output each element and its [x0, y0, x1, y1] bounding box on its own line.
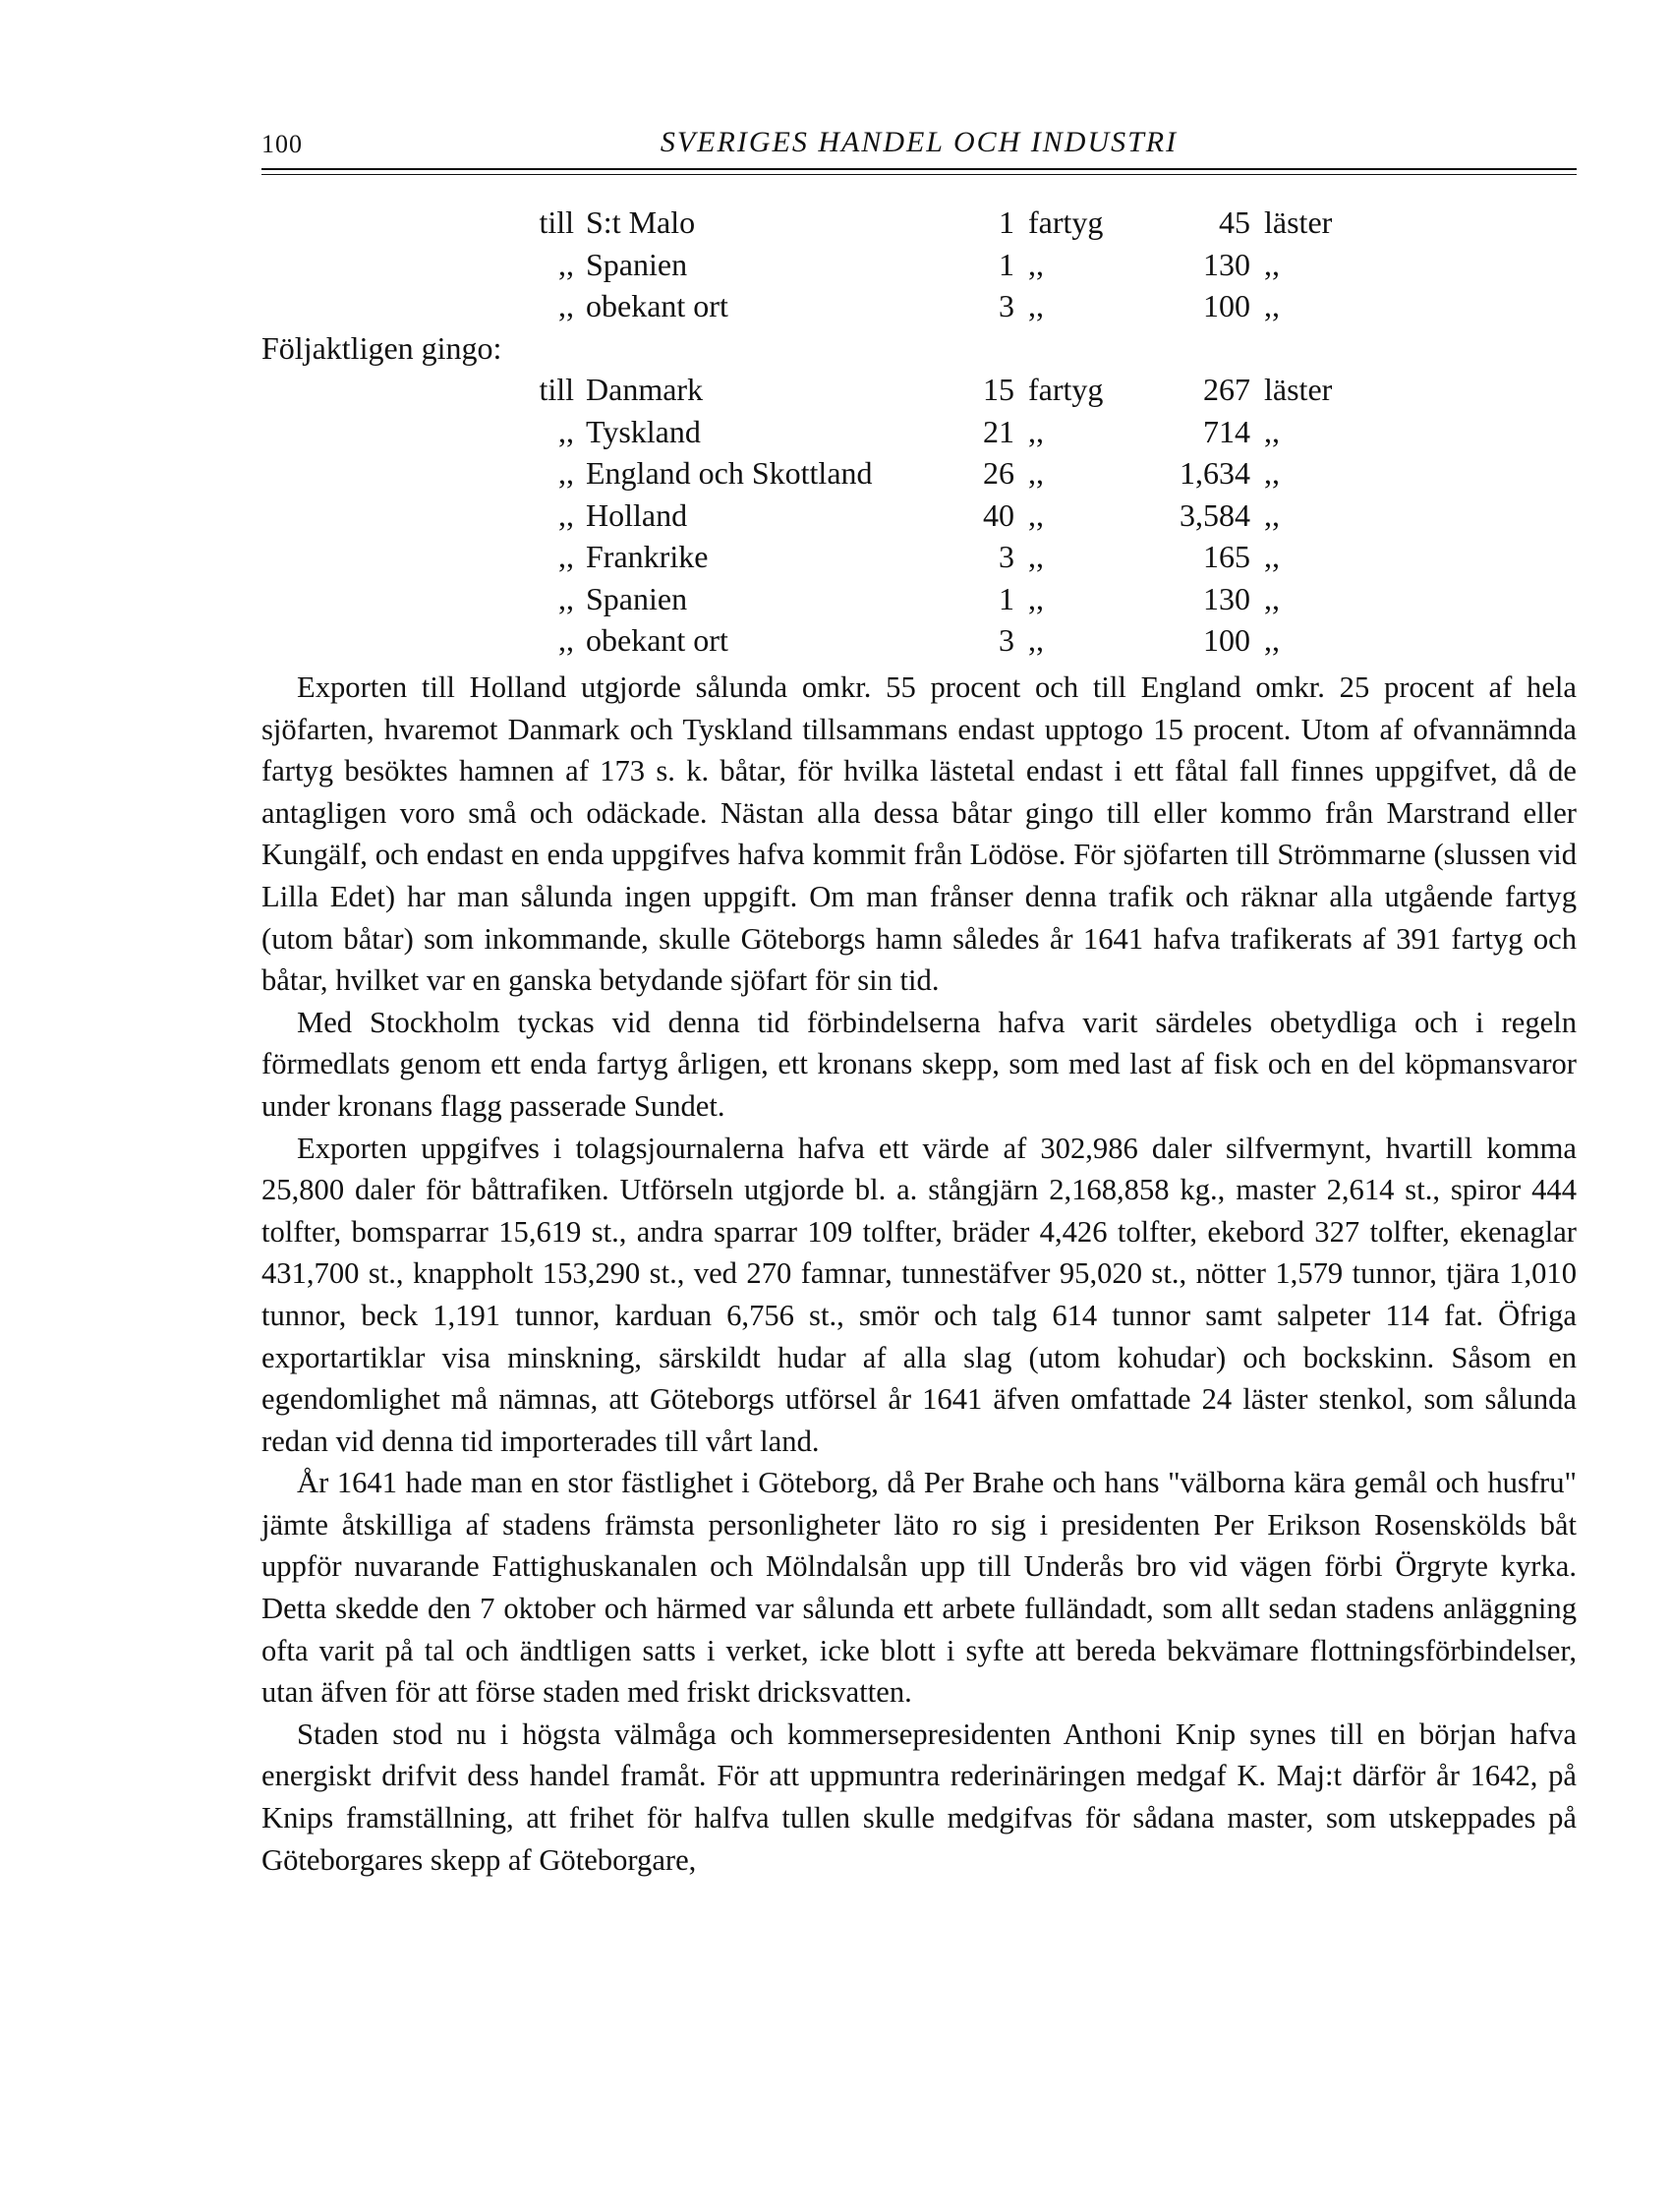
row-tonnage-unit: ,, — [1264, 455, 1280, 491]
body-text — [261, 667, 1577, 1881]
shipping-tables — [261, 202, 1577, 662]
row-destination: Frankrike — [586, 539, 709, 574]
header-rule-thick — [261, 168, 1577, 170]
row-ship-unit: fartyg — [1028, 204, 1104, 240]
table-row — [261, 536, 1577, 578]
row-preposition: till — [539, 372, 574, 407]
ships-table-partial — [261, 202, 1577, 327]
table-row — [261, 202, 1577, 244]
row-ship-count: 26 — [983, 455, 1014, 491]
row-tonnage-unit: läster — [1264, 204, 1333, 240]
table-intro-label: Följaktligen gingo: — [261, 329, 502, 366]
row-tonnage-unit: ,, — [1264, 539, 1280, 574]
row-destination: Holland — [586, 496, 688, 533]
row-tonnage: 45 — [1219, 204, 1250, 240]
row-tonnage: 165 — [1203, 539, 1250, 574]
row-tonnage-unit: ,, — [1264, 496, 1280, 533]
row-tonnage: 3,584 — [1180, 496, 1250, 533]
row-ship-unit: ,, — [1028, 246, 1044, 282]
row-ship-unit: ,, — [1028, 539, 1044, 574]
row-preposition: ,, — [558, 246, 574, 282]
row-tonnage: 100 — [1203, 288, 1250, 323]
table-row — [261, 411, 1577, 453]
row-ship-unit: ,, — [1028, 580, 1044, 616]
table-row — [261, 244, 1577, 286]
row-preposition: ,, — [558, 496, 574, 533]
page-number: 100 — [261, 130, 303, 158]
row-tonnage-unit: ,, — [1264, 413, 1280, 449]
table-row — [261, 495, 1577, 537]
row-preposition: ,, — [558, 288, 574, 323]
table-row — [261, 452, 1577, 495]
running-title: SVERIGES HANDEL OCH INDUSTRI — [660, 126, 1179, 158]
row-ship-unit: ,, — [1028, 413, 1044, 449]
row-destination: Spanien — [586, 580, 688, 616]
row-tonnage: 714 — [1203, 413, 1250, 449]
ships-table-summary — [261, 369, 1577, 662]
row-tonnage: 100 — [1203, 622, 1250, 658]
paragraph: Exporten till Holland utgjorde sålunda omkr. 55 procent och till England omkr. 25 procent af hela sjöfarten, hvaremot Danmark och Tyskland tillsammans endast upptogo 15 procent. Utom af ofvannämnda fartyg besöktes hamnen af 173 s. k. båtar, för hvilka lästetal endast i ett fåtal fall finnes uppgifvet, då de antagligen voro små och odäckade. Nästan alla dessa båtar gingo till eller kommo från Marstrand eller Kungälf, och endast en enda uppgifves hafva kommit från Lödöse. För sjöfarten till Strömmarne (slussen vid Lilla Edet) har man sålunda ingen uppgift. Om man frånser denna trafik och räknar alla utgående fartyg (utom båtar) som inkommande, skulle Göteborgs hamn således år 1641 hafva trafikerats af 391 fartyg och båtar, hvilket var en ganska betydande sjöfart för sin tid. — [261, 670, 1577, 998]
table-row — [261, 578, 1577, 620]
row-preposition: till — [539, 204, 574, 240]
row-destination: Danmark — [586, 372, 704, 407]
row-tonnage-unit: ,, — [1264, 246, 1280, 282]
row-destination: England och Skottland — [586, 455, 873, 491]
table-row — [261, 619, 1577, 662]
row-destination: S:t Malo — [586, 204, 696, 240]
row-tonnage-unit: läster — [1264, 372, 1333, 407]
header-rule-thin — [261, 174, 1577, 175]
row-tonnage-unit: ,, — [1264, 288, 1280, 323]
row-destination: Spanien — [586, 246, 688, 282]
row-ship-count: 40 — [983, 496, 1014, 533]
table-row — [261, 285, 1577, 327]
table-row — [261, 369, 1577, 411]
row-ship-unit: ,, — [1028, 496, 1044, 533]
row-ship-count: 1 — [999, 204, 1014, 240]
row-tonnage-unit: ,, — [1264, 622, 1280, 658]
row-ship-unit: ,, — [1028, 455, 1044, 491]
row-tonnage: 130 — [1203, 580, 1250, 616]
paragraph: Med Stockholm tyckas vid denna tid förbindelserna hafva varit särdeles obetydliga och i regeln förmedlats genom ett enda fartyg årligen, ett kronans skepp, som med last af fisk och en del köpmansvaror under kronans flagg passerade Sundet. — [261, 1005, 1577, 1123]
row-ship-count: 21 — [983, 413, 1014, 449]
row-destination: obekant ort — [586, 622, 728, 658]
row-preposition: ,, — [558, 580, 574, 616]
page-header — [261, 126, 1577, 169]
paragraph: Staden stod nu i högsta välmåga och kommersepresidenten Anthoni Knip synes till en början hafva energiskt drifvit dess handel framåt. För att uppmuntra rederinäringen medgaf K. Maj:t därför år 1642, på Knips framställning, att frihet för halfva tullen skulle medgifvas för sådana master, som utskeppades på Göteborgares skepp af Göteborgare, — [261, 1717, 1577, 1877]
row-tonnage: 130 — [1203, 246, 1250, 282]
row-ship-unit: fartyg — [1028, 372, 1104, 407]
paragraph: Exporten uppgifves i tolagsjournalerna hafva ett värde af 302,986 daler silfvermynt, hvartill komma 25,800 daler för båttrafiken. Utförseln utgjorde bl. a. stångjärn 2,168,858 kg., master 2,614 st., spiror 444 tolfter, bomsparrar 15,619 st., andra sparrar 109 tolfter, bräder 4,426 tolfter, ekebord 327 tolfter, ekenaglar 431,700 st., knappholt 153,290 st., ved 270 famnar, tunnestäfver 95,020 st., nötter 1,579 tunnor, tjära 1,010 tunnor, beck 1,191 tunnor, karduan 6,756 st., smör och talg 614 tunnor samt salpeter 114 fat. Öfriga exportartiklar visa minskning, särskildt hudar af alla slag (utom kohudar) och bockskinn. Såsom en egendomlighet må nämnas, att Göteborgs utförsel år 1641 äfven omfattade 24 läster stenkol, som sålunda redan vid denna tid importerades till vårt land. — [261, 1131, 1577, 1458]
row-ship-count: 3 — [999, 622, 1014, 658]
row-destination: obekant ort — [586, 288, 728, 323]
row-tonnage: 1,634 — [1180, 455, 1250, 491]
row-tonnage-unit: ,, — [1264, 580, 1280, 616]
paragraph: År 1641 hade man en stor fästlighet i Göteborg, då Per Brahe och hans "välborna kära gemål och husfru" jämte åtskilliga af stadens främsta personligheter läto ro sig i presidenten Per Erikson Rosenskölds båt uppför nuvarande Fattighuskanalen och Mölndalsån upp till Underås bro vid vägen förbi Örgryte kyrka. Detta skedde den 7 oktober och härmed var sålunda ett arbete fulländadt, som allt sedan stadens anläggning ofta varit på tal och ändtligen satts i verket, icke blott i syfte att bereda bekvämare flottningsförbindelser, utan äfven för att förse staden med friskt dricksvatten. — [261, 1466, 1577, 1710]
row-destination: Tyskland — [586, 413, 701, 449]
row-tonnage: 267 — [1203, 372, 1250, 407]
row-preposition: ,, — [558, 539, 574, 574]
row-ship-count: 3 — [999, 288, 1014, 323]
row-ship-unit: ,, — [1028, 622, 1044, 658]
row-ship-count: 1 — [999, 580, 1014, 616]
row-preposition: ,, — [558, 622, 574, 658]
row-preposition: ,, — [558, 455, 574, 491]
row-ship-unit: ,, — [1028, 288, 1044, 323]
row-ship-count: 15 — [983, 372, 1014, 407]
row-ship-count: 1 — [999, 246, 1014, 282]
row-preposition: ,, — [558, 413, 574, 449]
row-ship-count: 3 — [999, 539, 1014, 574]
